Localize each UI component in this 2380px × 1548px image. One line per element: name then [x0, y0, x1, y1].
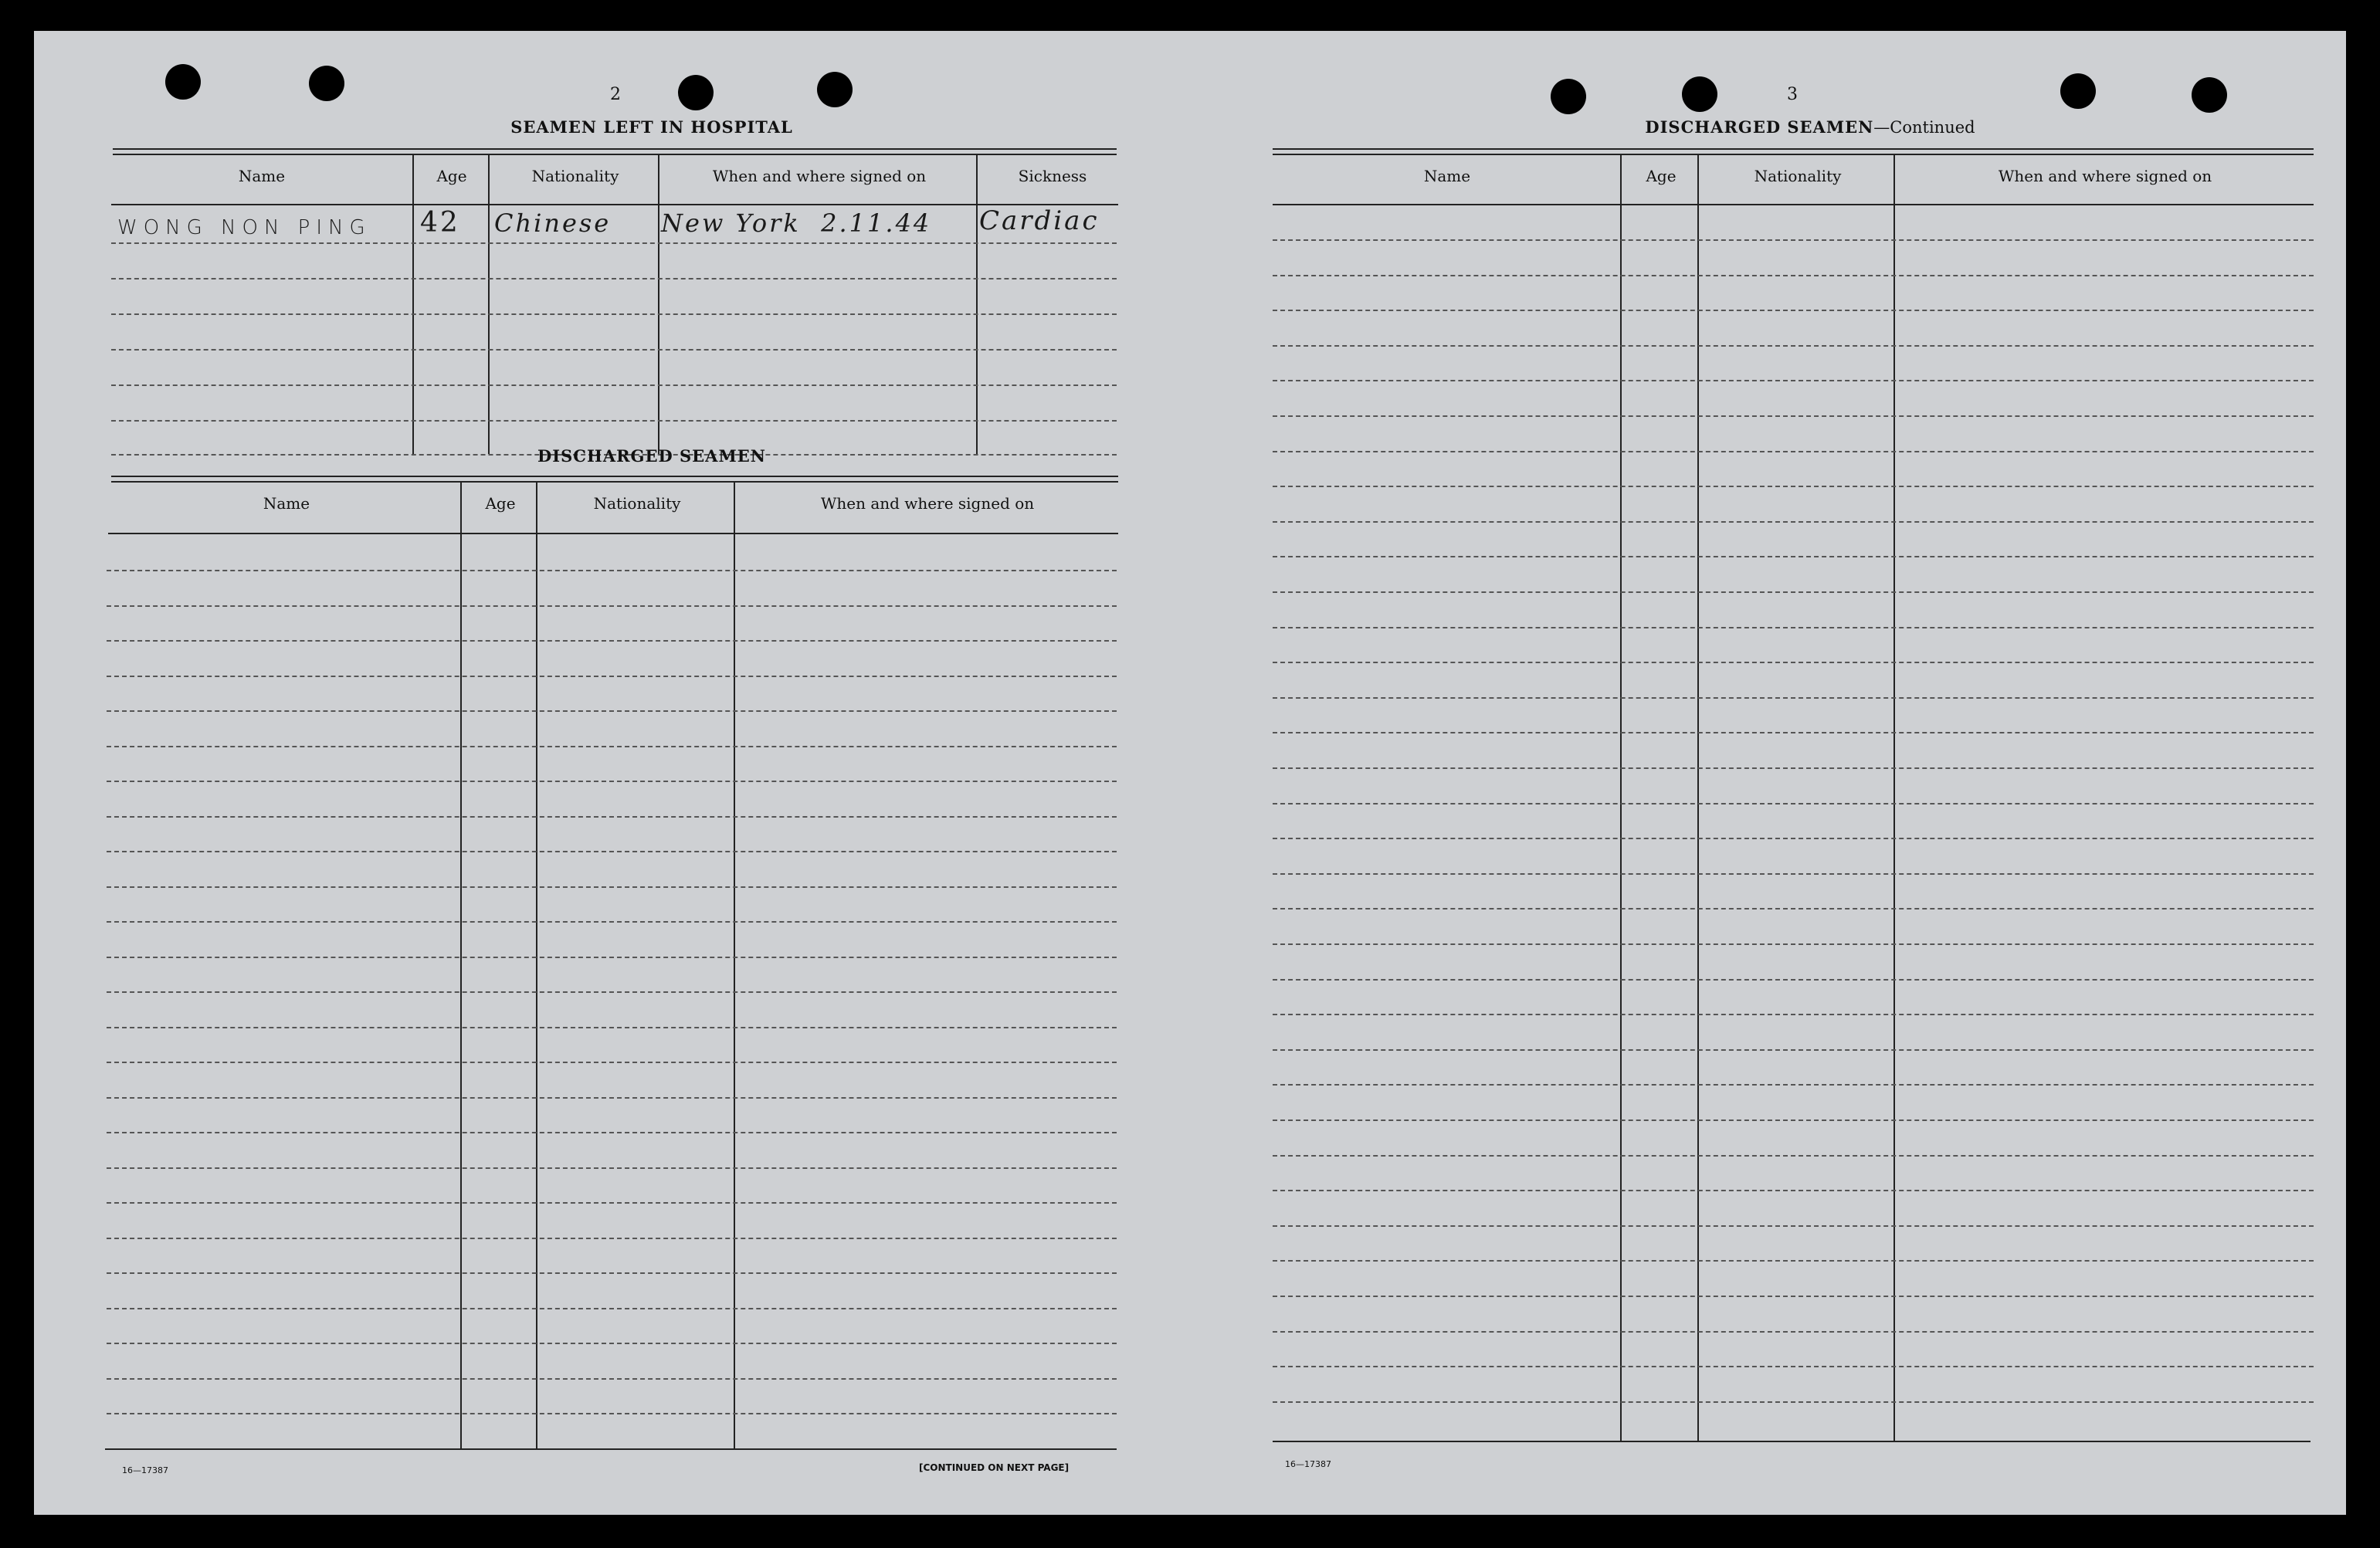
blank-row-line — [107, 991, 1117, 993]
blank-row-line — [107, 676, 1117, 677]
blank-row-line — [1273, 556, 2314, 557]
discharged-continued-title-suffix: —Continued — [1873, 118, 1975, 137]
right-col-divider — [1620, 154, 1622, 1442]
blank-row-line — [1273, 627, 2314, 628]
discharged-continued-title — [1532, 117, 2088, 137]
form-number-right: 16—17387 — [1285, 1459, 1331, 1469]
discharged-continued-title-main: DISCHARGED SEAMEN — [1645, 117, 1874, 137]
hospital-table-top-rule — [113, 148, 1117, 155]
hospital-dotted-line — [111, 420, 1117, 422]
hospital-col-signed-on: When and where signed on — [712, 167, 927, 185]
blank-row-line — [107, 1167, 1117, 1169]
blank-row-line — [1273, 451, 2314, 452]
discharged-col-signed-on: When and where signed on — [820, 494, 1035, 513]
discharged-header-rule — [108, 533, 1118, 534]
blank-row-line — [1273, 838, 2314, 839]
blank-row-line — [107, 710, 1117, 712]
blank-row-line — [1273, 873, 2314, 875]
punch-hole — [817, 72, 853, 107]
right-header-rule — [1273, 204, 2314, 205]
punch-hole — [2060, 73, 2096, 109]
hospital-col-divider — [976, 154, 978, 454]
blank-row-line — [1273, 1049, 2314, 1051]
hospital-dotted-line — [111, 349, 1117, 351]
right-col-divider — [1893, 154, 1895, 1442]
blank-row-line — [107, 1413, 1117, 1414]
blank-row-line — [1273, 380, 2314, 381]
continued-note: [CONTINUED ON NEXT PAGE] — [919, 1462, 1070, 1473]
blank-row-line — [1273, 1296, 2314, 1297]
blank-row-line — [1273, 662, 2314, 663]
blank-row-line — [1273, 415, 2314, 417]
punch-hole — [165, 64, 201, 100]
blank-row-line — [1273, 908, 2314, 909]
right-col-age: Age — [1646, 167, 1677, 185]
blank-row-line — [1273, 1401, 2314, 1403]
page-number-left: 2 — [610, 85, 621, 104]
blank-row-line — [107, 1378, 1117, 1380]
hospital-dotted-line — [111, 278, 1117, 279]
blank-row-line — [1273, 486, 2314, 487]
hospital-col-sickness: Sickness — [1018, 167, 1087, 185]
hospital-entry-sickness: Cardiac — [979, 205, 1100, 236]
blank-row-line — [107, 886, 1117, 888]
hospital-entry-age: 42 — [420, 207, 460, 239]
hospital-col-age: Age — [436, 167, 467, 185]
hospital-dotted-line — [111, 242, 1117, 244]
discharged-col-divider — [460, 482, 462, 1450]
blank-row-line — [107, 781, 1117, 782]
hospital-col-divider — [658, 154, 659, 454]
blank-row-line — [107, 816, 1117, 818]
right-col-name: Name — [1423, 167, 1471, 185]
blank-row-line — [107, 1272, 1117, 1274]
form-number-left: 16—17387 — [122, 1465, 168, 1475]
hospital-dotted-line — [111, 313, 1117, 315]
blank-row-line — [1273, 1155, 2314, 1157]
discharged-bottom-rule — [105, 1448, 1117, 1450]
right-col-signed-on: When and where signed on — [1998, 167, 2212, 185]
blank-row-line — [1273, 1084, 2314, 1086]
blank-row-line — [107, 1308, 1117, 1309]
blank-row-line — [107, 851, 1117, 852]
blank-row-line — [1273, 1190, 2314, 1191]
blank-row-line — [1273, 732, 2314, 733]
blank-row-line — [1273, 591, 2314, 593]
blank-row-line — [1273, 239, 2314, 241]
discharged-col-age: Age — [485, 494, 516, 513]
hospital-col-divider — [488, 154, 490, 454]
blank-row-line — [1273, 1331, 2314, 1333]
discharged-table-top-rule — [111, 476, 1118, 483]
blank-row-line — [1273, 1014, 2314, 1015]
blank-row-line — [107, 921, 1117, 923]
punch-hole — [678, 75, 714, 110]
hospital-entry-signed-on: New York 2.11.44 — [661, 208, 932, 238]
discharged-col-name: Name — [263, 494, 310, 513]
hospital-header-rule — [111, 204, 1118, 205]
blank-row-line — [1273, 697, 2314, 699]
blank-row-line — [1273, 1225, 2314, 1227]
punch-hole — [2192, 77, 2227, 113]
hospital-section-title: SEAMEN LEFT IN HOSPITAL — [510, 117, 793, 137]
right-col-divider — [1697, 154, 1699, 1442]
blank-row-line — [1273, 1366, 2314, 1367]
right-col-nationality: Nationality — [1754, 167, 1842, 185]
hospital-entry-name: WONG NON PING — [117, 216, 371, 239]
blank-row-line — [107, 570, 1117, 571]
right-table-top-rule — [1273, 148, 2314, 155]
blank-row-line — [107, 1027, 1117, 1028]
blank-row-line — [1273, 521, 2314, 523]
hospital-dotted-line — [111, 384, 1117, 386]
punch-hole — [1682, 76, 1717, 112]
page-number-right: 3 — [1787, 85, 1798, 104]
blank-row-line — [1273, 943, 2314, 945]
blank-row-line — [107, 640, 1117, 642]
right-bottom-rule — [1273, 1441, 2310, 1442]
blank-row-line — [107, 605, 1117, 607]
blank-row-line — [1273, 275, 2314, 276]
hospital-col-divider — [412, 154, 414, 454]
hospital-entry-nationality: Chinese — [494, 208, 612, 238]
blank-row-line — [107, 957, 1117, 958]
discharged-col-nationality: Nationality — [593, 494, 681, 513]
hospital-col-name: Name — [238, 167, 286, 185]
blank-row-line — [107, 1343, 1117, 1344]
blank-row-line — [1273, 345, 2314, 347]
blank-row-line — [107, 746, 1117, 747]
blank-row-line — [107, 1062, 1117, 1063]
blank-row-line — [1273, 979, 2314, 981]
blank-row-line — [1273, 310, 2314, 311]
punch-hole — [309, 66, 344, 101]
blank-row-line — [107, 1238, 1117, 1239]
document-sheet — [34, 31, 2346, 1515]
blank-row-line — [107, 1132, 1117, 1133]
punch-hole — [1551, 79, 1586, 114]
discharged-col-divider — [536, 482, 537, 1450]
blank-row-line — [1273, 1120, 2314, 1121]
discharged-section-title: DISCHARGED SEAMEN — [537, 446, 766, 466]
blank-row-line — [1273, 803, 2314, 804]
blank-row-line — [107, 1097, 1117, 1099]
blank-row-line — [107, 1202, 1117, 1204]
hospital-col-nationality: Nationality — [531, 167, 619, 185]
discharged-col-divider — [734, 482, 735, 1450]
blank-row-line — [1273, 1260, 2314, 1262]
blank-row-line — [1273, 767, 2314, 769]
